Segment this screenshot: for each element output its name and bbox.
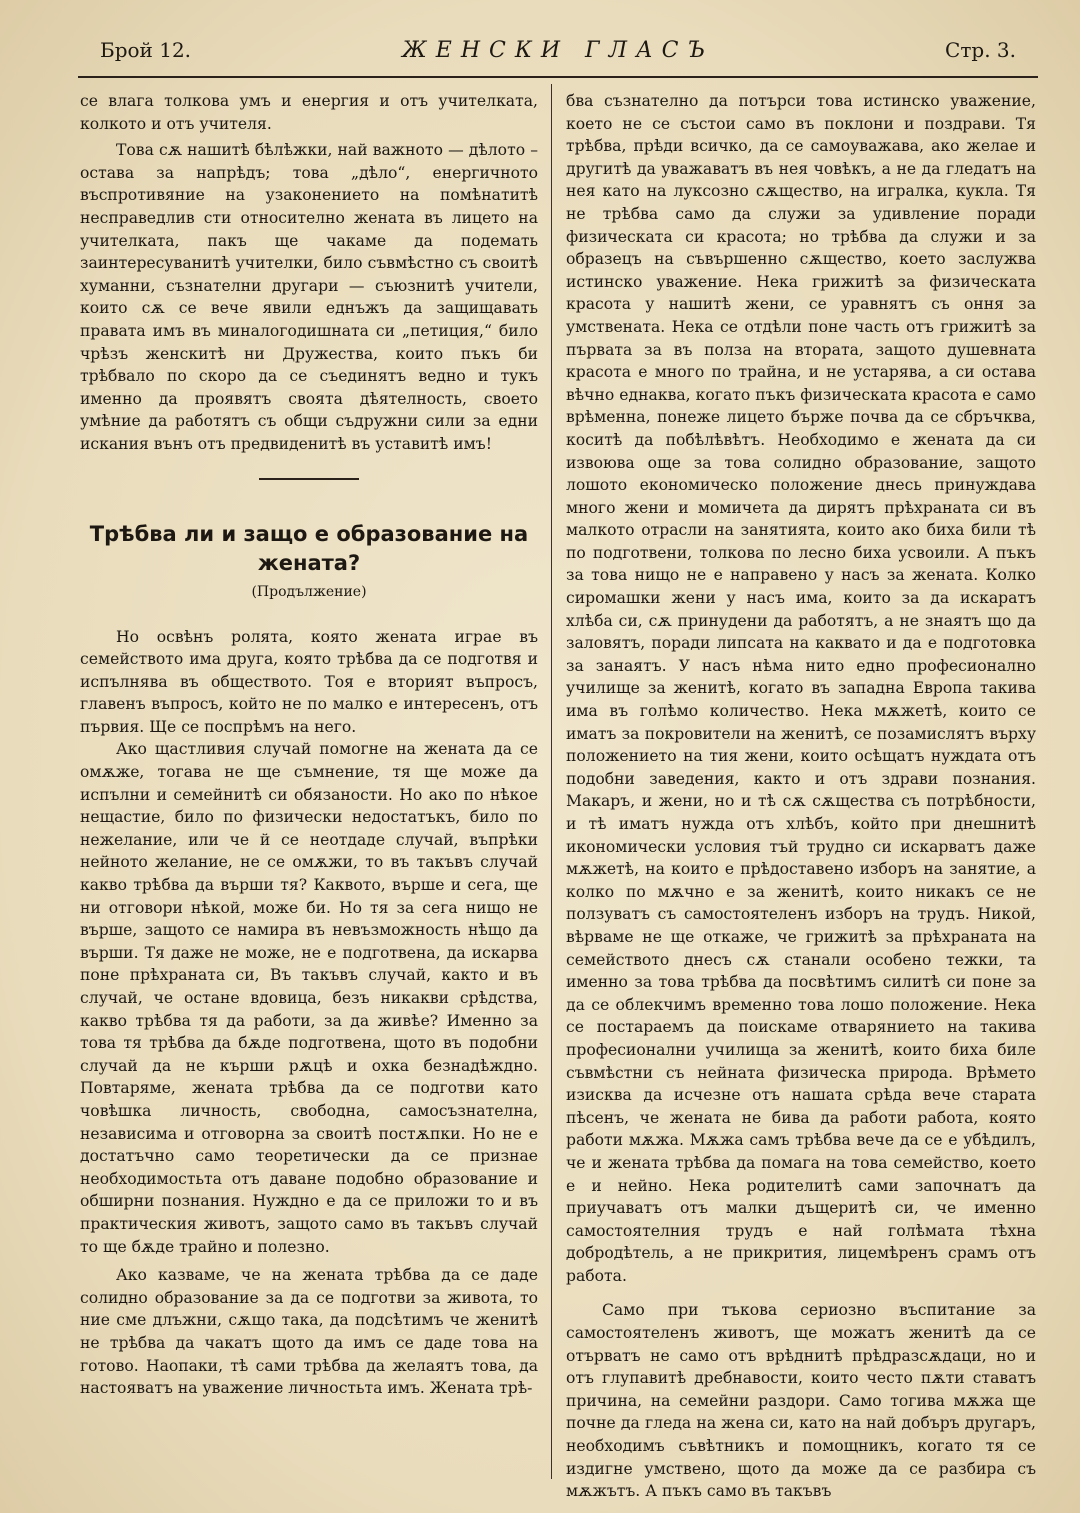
newspaper-title: ЖЕНСКИ ГЛАСЪ — [402, 38, 714, 63]
page-number: Стр. 3. — [945, 38, 1016, 62]
page-header — [78, 36, 1038, 78]
paragraph: Ако щастливия случай помогне на жената да се омѫже, тогава не ще съмнение, тя ще може да испълни и семейнитѣ си обязаности. Но ако по нѣкое нещастие, било по физически недостатъкъ, било по нежелание, или че й се неотдаде случай, въпрѣки нейното желание, не се омѫжи, то въ такъвъ случай какво трѣбва да върши тя? Каквото, върше и сега, ще ни отговори нѣкой, може би. Но тя за сега нищо не върше, защото се намира въ невъзможность нѣщо да върши. Тя даже не може, не е подготвена, да искарва поне прѣхраната си, Въ такъвъ случай, както и въ случай, че остане вдовица, безъ никакви срѣдства, какво трѣбва тя да работи, за да живѣе? Именно за това тя трѣбва да бѫде подготвена, щото въ подобни случай да не кърши рѫцѣ и охка безнадѣждно. Повтаряме, жената трѣбва да се подготви като човѣшка личность, свободна, самосъзнателна, независима и отговорна за своитѣ постѫпки. Но не е достатъчно само теоретически да се признае необходимостьта отъ даване подобно образование и обширни познания. Нуждно е да се приложи то и въ практическия животъ, защото само въ такъвъ случай то ще бѫде трайно и полезно. — [80, 740, 538, 1256]
section-rule — [259, 478, 359, 480]
paragraph: Само при тъкова сериозно въспитание за самостоятеленъ животъ, ще можатъ женитѣ да се отърватъ не само отъ врѣднитѣ прѣдразсѫдаци, но и отъ глупавитѣ дребнавости, които често пѫти ставатъ причина, на семейни раздори. Само тогива мѫжа ще почне да гледа на жена си, като на най добъръ другаръ, необходимъ съвѣтникъ и помощникъ, когато тя се издигне умствено, щото да може да се разбира съ мѫжътъ. А пъкъ само въ такъвъ — [566, 1301, 1036, 1501]
column-divider — [551, 84, 552, 1479]
paragraph: се влага толкова умъ и енергия и отъ учителката, колкото и отъ учителя. — [80, 92, 538, 133]
article-subtitle: (Продължение) — [251, 583, 367, 600]
paragraph: Но освѣнъ ролята, която жената играе въ семейството има друга, която трѣбва да се подготвя и испълнява въ обществото. Тоя е вторият въпросъ, главенъ въпросъ, който не по малко е интересенъ, отъ първия. Ще се поспрѣмъ на него. — [80, 627, 538, 736]
paragraph: бва съзнателно да потърси това истинско уважение, което не се състои само въ поклони и поздрави. Тя трѣбва, прѣди всичко, да се самоуважава, ако желае и другитѣ да уважаватъ въ нея човѣкъ, а не да гледатъ на нея като на луксозно сѫщество, на игралка, кукла. Тя не трѣбва само да служи за удивление поради физическата си красота; но трѣбва да служи и за образецъ на съвършенно сѫщество, което заслужва истинско уважение. Нека грижитѣ за физическата красота у нашитѣ жени, се уравнятъ съ оння за умствената. Нека се отдѣли поне часть отъ грижитѣ за първата за въ полза на втората, защото душевната красота е много по трайна, и не устарява, а си остава вѣчно еднаква, когато пъкъ физическата красота е само врѣменна, понеже лицето бърже почва да се сбръчква, коситѣ да побѣлѣвѣтъ. Необходимо е жената да си извоюва още за това солидно образование, защото лошото економическо положение днесь принуждава много жени и момичета да дирятъ прѣхраната си въ малкото отрасли на занятията, които ако биха били тѣ по подготвени, толкова по лесно биха усвоили. А пъкъ за това нищо не е направено у насъ за жената. Колко сиромашки жени у насъ има, които за да искаратъ хлѣба си, сѫ принудени да работятъ, а не знаятъ що да заловятъ, поради липсата на каквато и да е подготовка за занаятъ. У насъ нѣма нито едно професионално училище за женитѣ, когато въ западна Европа такива има въ голѣмо количество. Нека мѫжетѣ, които се иматъ за покровители на женитѣ, се позамислятъ върху положението на тия жени, които осѣщатъ нуждата отъ подобни заведения, както и отъ здрави познания. Макаръ, и жени, но и тѣ сѫ сѫщества съ потрѣбности, и тѣ иматъ нужда отъ хлѣбъ, който при днешнитѣ икономически условия тъй трудно си искарватъ даже мѫжетѣ, на които е прѣдоставено изборъ на занятие, а колко по мѫчно е за женитѣ, които никакъ се не ползуватъ съ самостоятеленъ изборъ на трудъ. Никой, вѣрваме не ще откаже, че грижитѣ за прѣхраната на семейството днесъ сѫ станали особено тежки, та именно за това трѣбва да посвѣтимъ силитѣ си поне за да се облекчимъ временно това лошо положение. Нека се постараемъ да поискаме отварянието на такива професионални училища за женитѣ, които биха биле съвмѣстни съ нейната физическа природа. Врѣмето изисква да исчезне отъ нашата срѣда вече старата пѣсенъ, че жената не бива да работи работа, която работи мѫжа. Мѫжа самъ трѣбва вече да се е убѣдилъ, че и жената трѣбва да помага на това семейство, което е и нейно. Нека родителитѣ сами започнатъ да приучаватъ отъ малки дъщеритѣ си, че именно самостоятелния трудъ е най голѣмата тѣхна добродѣтель, а не прикрития, лицемѣренъ срамъ отъ работа. — [566, 92, 1036, 1285]
article-title: Трѣбва ли и защо е образование на жената? — [89, 521, 529, 575]
left-column — [80, 90, 538, 1400]
issue-number: Брой 12. — [100, 38, 192, 62]
paragraph: Това сѫ нашитѣ бѣлѣжки, най важното — дѣлото – остава за напрѣдъ; това „дѣло“, енергичното въспротивяние на узаконението на помѣнатитѣ несправедлив сти относително жената въ лицето на учителката, пакъ ще чакаме да подемать заинтересуванитѣ учителки, било съвмѣстно съ своитѣ хуманни, съзнателни другари — съюзнитѣ учители, които сѫ се вече явили еднъжъ да защищавать правата имъ въ миналогодишната си „петиция,“ било чрѣзъ женскитѣ ни Дружества, които пъкъ би трѣбвало по скоро да се съединятъ ведно и тукъ именно да проявятъ своята дѣятелность, своето умѣние да работятъ съ общи съдружни сили за едни искания вънъ отъ предвиденитѣ въ уставитѣ имъ! — [80, 141, 538, 453]
paragraph: Ако казваме, че на жената трѣбва да се даде солидно образование за да се подготви за живота, то ние сме длъжни, сѫщо така, да подсѣтимъ че женитѣ не трѣбва да чакатъ щото да имъ се даде това на готово. Наопаки, тѣ сами трѣбва да желаятъ това, да настояватъ на уважение личностьта имъ. Жената трѣ- — [80, 1266, 538, 1398]
right-column — [566, 90, 1036, 1503]
